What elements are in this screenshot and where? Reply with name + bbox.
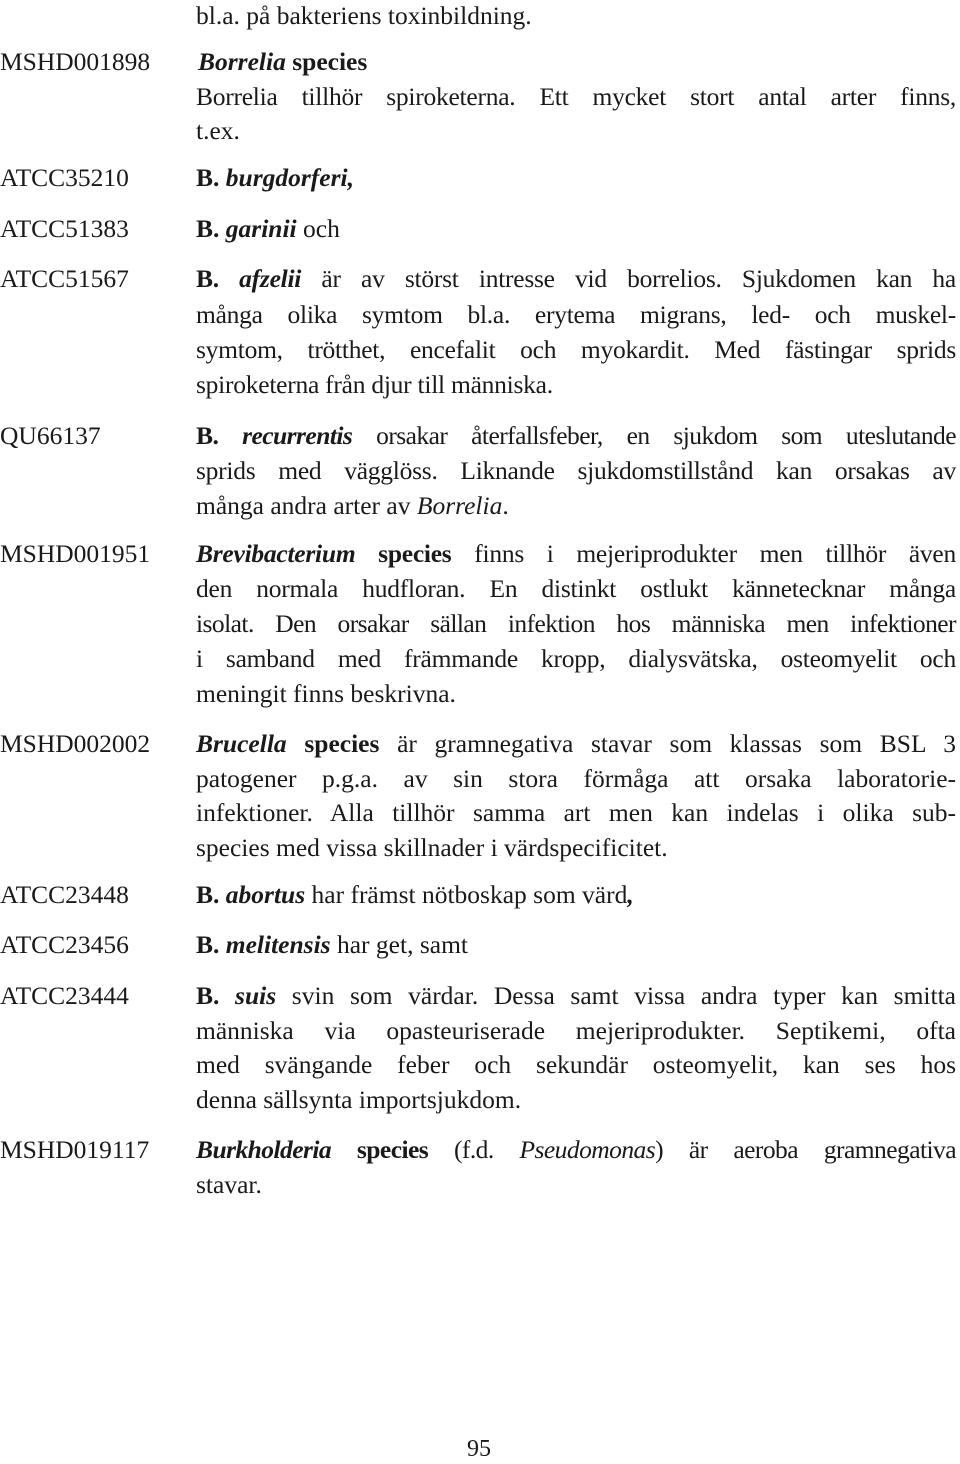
text: och [296, 214, 340, 243]
text: är av störst intresse vid borrelios. Sjukdomen kan ha [301, 264, 956, 293]
text: är gramnegativa stavar som klassas som BSL 3 [379, 729, 956, 758]
text-line: stavar. [196, 1170, 262, 1199]
text-line: denna sällsynta importsjukdom. [196, 1085, 522, 1114]
entry-heading-borrelia [198, 46, 367, 78]
genus-abbrev: B. [196, 981, 220, 1010]
specimen-code-mshd001898: MSHD001898 [0, 47, 151, 76]
entry-burgdorferi [196, 162, 354, 194]
text-line: många olika symtom bl.a. erytema migrans, led- och muskel- [196, 300, 956, 329]
specimen-code-atcc23448: ATCC23448 [0, 880, 129, 909]
genus-name: Borrelia [416, 491, 503, 520]
text: har get, samt [330, 930, 468, 959]
genus-abbrev: B. [196, 930, 220, 959]
genus-name: Burkholderia [196, 1135, 332, 1164]
specimen-code-atcc51567: ATCC51567 [0, 264, 129, 293]
specimen-code-atcc51383: ATCC51383 [0, 214, 129, 243]
text-line: i samband med främmande kropp, dialysvätska, osteomyelit och [196, 644, 956, 673]
species-label: species [355, 539, 452, 568]
text-line: species med vissa skillnader i värdspecificitet. [196, 833, 668, 862]
entry-melitensis [196, 929, 468, 961]
specimen-code-mshd001951: MSHD001951 [0, 539, 151, 568]
genus-abbrev: B. [196, 421, 219, 450]
text: . [502, 491, 509, 520]
punctuation: , [627, 880, 634, 909]
entry-recurrentis [196, 420, 956, 452]
specimen-code-qu66137: QU66137 [0, 421, 101, 450]
genus-abbrev: B. [196, 264, 219, 293]
text-line: meningit finns beskrivna. [196, 679, 456, 708]
specimen-code-atcc35210: ATCC35210 [0, 163, 129, 192]
entry-abortus [196, 879, 634, 911]
text-line: isolat. Den orsakar sällan infektion hos människa men infektioner [196, 609, 956, 638]
species-label: species [331, 1135, 429, 1164]
text-line [196, 0, 532, 32]
genus-abbrev: B. [196, 214, 220, 243]
specimen-code-atcc23444: ATCC23444 [0, 981, 129, 1010]
text-line: infektioner. Alla tillhör samma art men kan indelas i olika sub- [196, 798, 956, 827]
entry-heading-brevibacterium [196, 538, 956, 570]
text-line: symtom, trötthet, encefalit och myokardit. Med fästingar sprids [196, 335, 956, 364]
specimen-code-mshd019117: MSHD019117 [0, 1135, 150, 1164]
entry-suis [196, 980, 956, 1012]
text-line: sprids med vägglöss. Liknande sjukdomstillstånd kan orsakas av [196, 456, 956, 485]
genus-name: Brevibacterium [196, 539, 356, 568]
species-label: species [286, 729, 380, 758]
specimen-code-mshd002002: MSHD002002 [0, 729, 151, 758]
text: finns i mejeriprodukter men tillhör även [451, 539, 956, 568]
genus-abbrev: B. [196, 880, 220, 909]
text: bl.a. på bakteriens toxinbildning. [196, 1, 532, 30]
page-number: 95 [467, 1436, 491, 1462]
species-name: afzelii [218, 264, 302, 293]
species-name: abortus [219, 880, 306, 909]
species-label: species [285, 47, 368, 76]
text-line: spiroketerna från djur till människa. [196, 370, 553, 399]
entry-garinii [196, 213, 340, 245]
text: många andra arter av [196, 491, 417, 520]
species-name: suis [219, 981, 277, 1010]
text-line: den normala hudfloran. En distinkt ostlukt kännetecknar många [196, 574, 956, 603]
species-name: recurrentis [218, 421, 353, 450]
text: orsakar återfallsfeber, en sjukdom som uteslutande [352, 421, 956, 450]
text-line: med svängande feber och sekundär osteomyelit, kan ses hos [196, 1050, 956, 1079]
text-line [196, 490, 509, 522]
text: svin som värdar. Dessa samt vissa andra typer kan smitta [276, 981, 956, 1010]
entry-heading-brucella [196, 728, 956, 760]
species-name: burgdorferi, [219, 163, 354, 192]
species-name: melitensis [219, 930, 331, 959]
genus-name: Pseudomonas [519, 1135, 656, 1164]
text: ) är aeroba gramnegativa [655, 1135, 956, 1164]
text: (f.d. [428, 1135, 520, 1164]
text-line: t.ex. [196, 116, 240, 145]
entry-afzelii [196, 263, 956, 295]
text-line: patogener p.g.a. av sin stora förmåga att orsaka laboratorie- [196, 764, 956, 793]
genus-name: Brucella [196, 729, 287, 758]
genus-name: Borrelia [198, 47, 286, 76]
text-line: människa via opasteuriserade mejeriprodukter. Septikemi, ofta [196, 1016, 956, 1045]
text: har främst nötboskap som värd [305, 880, 628, 909]
entry-heading-burkholderia [196, 1134, 956, 1166]
specimen-code-atcc23456: ATCC23456 [0, 930, 129, 959]
genus-abbrev: B. [196, 163, 220, 192]
text-line: Borrelia tillhör spiroketerna. Ett mycket stort antal arter finns, [196, 82, 956, 111]
species-name: garinii [219, 214, 297, 243]
